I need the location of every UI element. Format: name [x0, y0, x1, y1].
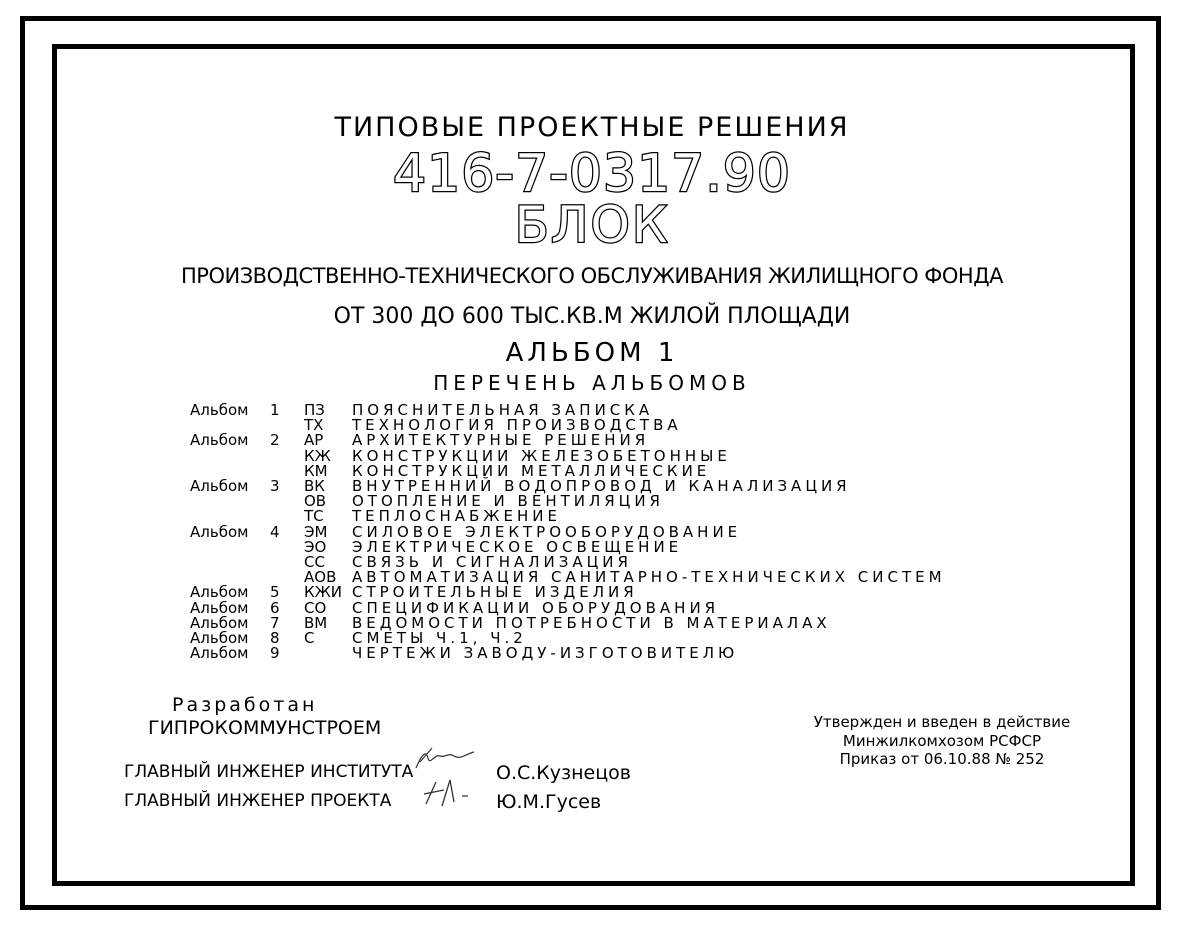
album-label: Альбом: [190, 629, 249, 647]
album-number-cell: 7: [270, 613, 280, 632]
album-number: АЛЬБОМ 1: [505, 338, 679, 368]
document-code: 416-7-0317.90: [393, 144, 791, 204]
subtitle-area: ОТ 300 ДО 600 ТЫС.КВ.М ЖИЛОЙ ПЛОЩАДИ: [333, 304, 851, 329]
album-label: Альбом: [190, 431, 249, 450]
section-code: ВК: [304, 477, 325, 495]
section-code: АР: [304, 431, 324, 450]
chief-engineer-project-role: ГЛАВНЫЙ ИНЖЕНЕР ПРОЕКТА: [124, 791, 392, 811]
chief-engineer-institute-name: О.С.Кузнецов: [496, 762, 632, 784]
section-code: ТС: [304, 507, 324, 526]
section-code: ОВ: [304, 492, 327, 511]
approval-line-2: Минжилкомхозом РСФСР: [842, 732, 1042, 750]
section-code: ВМ: [304, 613, 328, 632]
album-number-cell: 4: [270, 522, 280, 541]
chief-engineer-institute-role: ГЛАВНЫЙ ИНЖЕНЕР ИНСТИТУТА: [124, 762, 414, 782]
chief-engineer-project-name: Ю.М.Гусев: [496, 791, 602, 813]
album-number-cell: 5: [270, 583, 280, 602]
section-title: КОНСТРУКЦИИ ЖЕЛЕЗОБЕТОННЫЕ: [352, 446, 731, 465]
section-code: СС: [304, 553, 325, 571]
subtitle-purpose: ПРОИЗВОДСТВЕННО-ТЕХНИЧЕСКОГО ОБСЛУЖИВАНИЯ ЖИЛИЩНОГО ФОНДА: [181, 264, 1003, 288]
section-code: КЖ: [304, 446, 331, 465]
section-code: ТХ: [304, 416, 324, 435]
approval-line-1: Утвержден и введен в действие: [813, 713, 1071, 731]
album-label: Альбом: [190, 613, 249, 632]
section-title: СИЛОВОЕ ЭЛЕКТРООБОРУДОВАНИЕ: [352, 522, 742, 541]
section-title: ОТОПЛЕНИЕ И ВЕНТИЛЯЦИЯ: [352, 492, 664, 511]
section-title: ЧЕРТЕЖИ ЗАВОДУ-ИЗГОТОВИТЕЛЮ: [352, 644, 739, 663]
section-code: ЭМ: [304, 522, 328, 541]
album-label: Альбом: [190, 598, 249, 617]
section-title: ПОЯСНИТЕЛЬНАЯ ЗАПИСКА: [352, 401, 654, 419]
section-title: ВЕДОМОСТИ ПОТРЕБНОСТИ В МАТЕРИАЛАХ: [352, 613, 831, 632]
album-label: Альбом: [190, 477, 249, 495]
approval-line-3: Приказ от 06.10.88 № 252: [839, 750, 1045, 768]
section-title: СПЕЦИФИКАЦИИ ОБОРУДОВАНИЯ: [352, 598, 720, 617]
album-label: Альбом: [190, 401, 249, 419]
section-title: СТРОИТЕЛЬНЫЕ ИЗДЕЛИЯ: [352, 583, 638, 602]
section-title: КОНСТРУКЦИИ МЕТАЛЛИЧЕСКИЕ: [352, 461, 711, 480]
block-heading: БЛОК: [514, 196, 670, 254]
album-label: Альбом: [190, 644, 249, 663]
section-code: КМ: [304, 461, 328, 480]
section-code: КЖИ: [304, 583, 343, 602]
album-number-cell: 9: [270, 644, 280, 663]
section-title: ТЕПЛОСНАБЖЕНИЕ: [352, 507, 561, 526]
signature-kuznetsov: [412, 744, 482, 774]
section-title: АВТОМАТИЗАЦИЯ САНИТАРНО-ТЕХНИЧЕСКИХ СИСТЕМ: [352, 568, 946, 587]
section-title: СМЕТЫ Ч.1, Ч.2: [352, 629, 527, 647]
section-title: СВЯЗЬ И СИГНАЛИЗАЦИЯ: [352, 553, 632, 571]
section-code: АОВ: [304, 568, 337, 587]
section-title: ЭЛЕКТРИЧЕСКОЕ ОСВЕЩЕНИЕ: [352, 537, 683, 556]
section-title: ТЕХНОЛОГИЯ ПРОИЗВОДСТВА: [352, 416, 682, 435]
album-number-cell: 2: [270, 431, 280, 450]
album-number-cell: 1: [270, 401, 280, 419]
document-title: ТИПОВЫЕ ПРОЕКТНЫЕ РЕШЕНИЯ: [334, 112, 850, 143]
section-title: АРХИТЕКТУРНЫЕ РЕШЕНИЯ: [352, 431, 650, 450]
developer-label: Разработан: [172, 694, 318, 716]
album-label: Альбом: [190, 522, 249, 541]
album-number-cell: 6: [270, 598, 280, 617]
album-label: Альбом: [190, 583, 249, 602]
section-code: С: [304, 629, 315, 647]
section-code: ЭО: [304, 537, 327, 556]
signature-gusev: [420, 776, 470, 810]
album-number-cell: 3: [270, 477, 280, 495]
section-code: ПЗ: [304, 401, 325, 419]
album-number-cell: 8: [270, 629, 280, 647]
developer-org: ГИПРОКОММУНСТРОЕМ: [148, 717, 382, 739]
albums-list-title: ПЕРЕЧЕНЬ АЛЬБОМОВ: [433, 371, 751, 395]
section-title: ВНУТРЕННИЙ ВОДОПРОВОД И КАНАЛИЗАЦИЯ: [352, 477, 851, 495]
section-code: СО: [304, 598, 327, 617]
